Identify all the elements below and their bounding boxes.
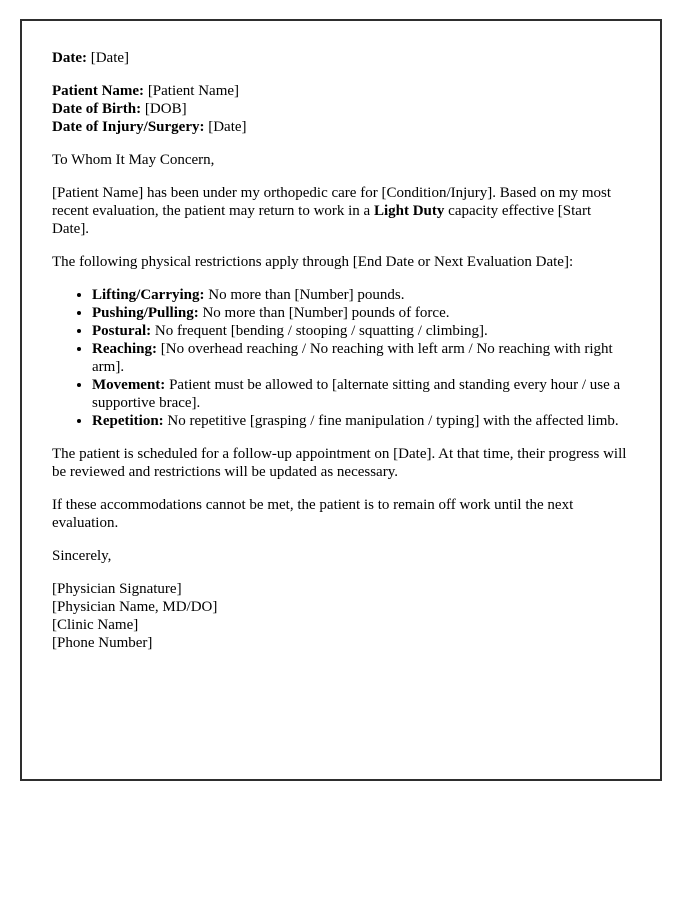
clinic-name: [Clinic Name] [52, 617, 139, 633]
salutation: To Whom It May Concern, [52, 152, 215, 168]
restriction-text: No more than [Number] pounds of force. [202, 305, 450, 321]
light-duty-emphasis: Light Duty [373, 203, 445, 219]
restriction-item-movement [92, 376, 630, 412]
fallback-paragraph: If these accommodations cannot be met, the patient is to remain off work until the next evaluation. [52, 497, 574, 531]
injury-date-line [52, 118, 630, 136]
date-of-birth-line [52, 100, 630, 118]
date-value: [Date] [90, 50, 130, 66]
restriction-text: No frequent [bending / stooping / squatting / climbing]. [154, 323, 488, 339]
restriction-label: Reaching: [92, 341, 157, 357]
physician-name: [Physician Name, MD/DO] [52, 599, 218, 615]
restriction-label: Postural: [92, 323, 152, 339]
phone-number: [Phone Number] [52, 635, 153, 651]
restriction-item-reaching [92, 340, 630, 376]
date-label: Date: [52, 50, 87, 66]
restriction-label: Pushing/Pulling: [92, 305, 199, 321]
restriction-text: No more than [Number] pounds. [208, 287, 405, 303]
physician-signature: [Physician Signature] [52, 581, 182, 597]
restriction-item-pushing [92, 304, 630, 322]
restriction-item-repetition [92, 412, 630, 430]
intro-paragraph [52, 184, 630, 238]
closing: Sincerely, [52, 548, 112, 564]
date-of-birth-label: Date of Birth: [52, 101, 142, 117]
intro-text-after: capacity effective [Start Date]. [52, 203, 592, 237]
restriction-item-postural [92, 322, 630, 340]
restrictions-intro: The following physical restrictions apply through [End Date or Next Evaluation Date]: [52, 254, 574, 270]
restriction-label: Repetition: [92, 413, 164, 429]
date-of-birth-value: [DOB] [144, 101, 187, 117]
intro-text-before: [Patient Name] has been under my orthopedic care for [Condition/Injury]. Based on my most recent evaluation, the patient may return to work in a [52, 185, 612, 219]
restrictions-list [52, 286, 630, 430]
restriction-label: Lifting/Carrying: [92, 287, 205, 303]
restriction-text: Patient must be allowed to [alternate sitting and standing every hour / use a supportive brace]. [92, 377, 621, 411]
injury-date-label: Date of Injury/Surgery: [52, 119, 205, 135]
restriction-label: Movement: [92, 377, 166, 393]
letter-document [20, 19, 662, 781]
restriction-text: No repetitive [grasping / fine manipulation / typing] with the affected limb. [167, 413, 619, 429]
date-line [52, 49, 630, 67]
restriction-text: [No overhead reaching / No reaching with left arm / No reaching with right arm]. [92, 341, 613, 375]
signature-block [52, 580, 630, 652]
restriction-item-lifting [92, 286, 630, 304]
patient-name-value: [Patient Name] [147, 83, 240, 99]
patient-info-block [52, 82, 630, 136]
patient-name-label: Patient Name: [52, 83, 145, 99]
followup-paragraph: The patient is scheduled for a follow-up appointment on [Date]. At that time, their progress will be reviewed and restrictions will be updated as necessary. [52, 446, 627, 480]
injury-date-value: [Date] [208, 119, 247, 135]
patient-name-line [52, 82, 630, 100]
